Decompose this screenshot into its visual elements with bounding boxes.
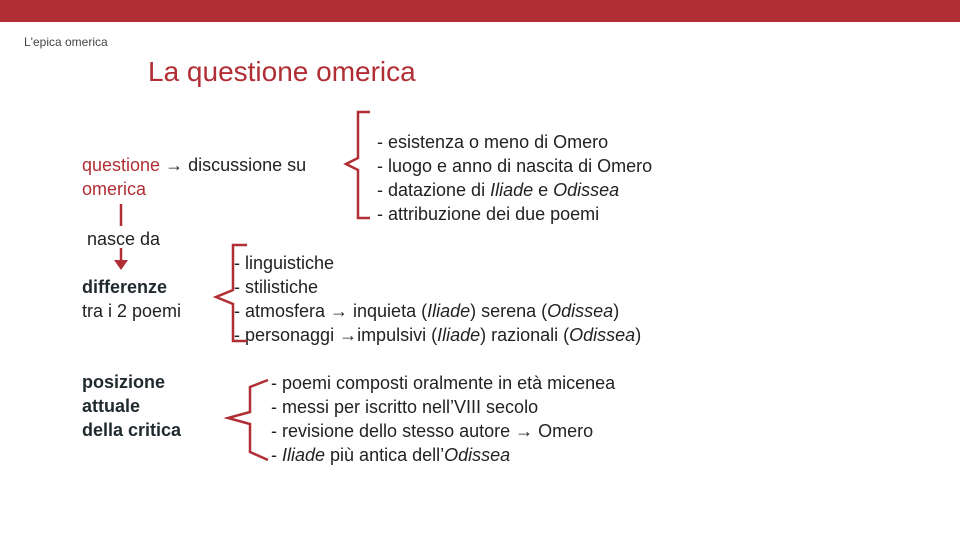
questione-definition-text: discussione su <box>188 155 307 175</box>
list-item: - linguistiche <box>234 253 335 273</box>
list-item: - datazione di Iliade e Odissea <box>377 180 620 200</box>
list-item: - stilistiche <box>234 277 319 297</box>
list-item: - poemi composti oralmente in età micenea <box>271 373 616 393</box>
posizione-line1: posizione <box>82 372 166 392</box>
questione-definition <box>82 153 306 201</box>
definition-arrow: → <box>165 155 184 175</box>
list-item: - attribuzione dei due poemi <box>377 204 600 224</box>
list-item: - Iliade più antica dell’Odissea <box>271 445 511 465</box>
list-item: - luogo e anno di nascita di Omero <box>377 156 653 176</box>
nasce-da-label: nasce da <box>87 229 161 249</box>
posizione-line2: attuale <box>82 396 141 416</box>
differenze-items-list <box>234 251 641 347</box>
arrow-head-icon <box>114 260 128 270</box>
posizione-label <box>82 370 181 442</box>
slide-title: La questione omerica <box>148 56 416 87</box>
questione-items-list <box>377 130 652 226</box>
brace-posizione <box>228 380 268 460</box>
brace-questione <box>346 112 370 218</box>
questione-term-line2: omerica <box>82 179 147 199</box>
differenze-line2: tra i 2 poemi <box>82 301 182 321</box>
questione-term-line1: questione <box>82 155 161 175</box>
list-item: - messi per iscritto nell’VIII secolo <box>271 397 539 417</box>
posizione-line3: della critica <box>82 420 182 440</box>
differenze-label <box>82 275 181 323</box>
list-item: - revisione dello stesso autore → Omero <box>271 421 594 441</box>
differenze-line1: differenze <box>82 277 168 297</box>
list-item: - esistenza o meno di Omero <box>377 132 609 152</box>
list-item: - atmosfera → inquieta (Iliade) serena (Odissea) <box>234 301 620 321</box>
top-accent-bar <box>0 0 960 22</box>
presentation-header: L'epica omerica <box>24 35 108 49</box>
list-item: - personaggi →impulsivi (Iliade) razionali (Odissea) <box>234 325 642 345</box>
posizione-items-list <box>271 371 615 467</box>
